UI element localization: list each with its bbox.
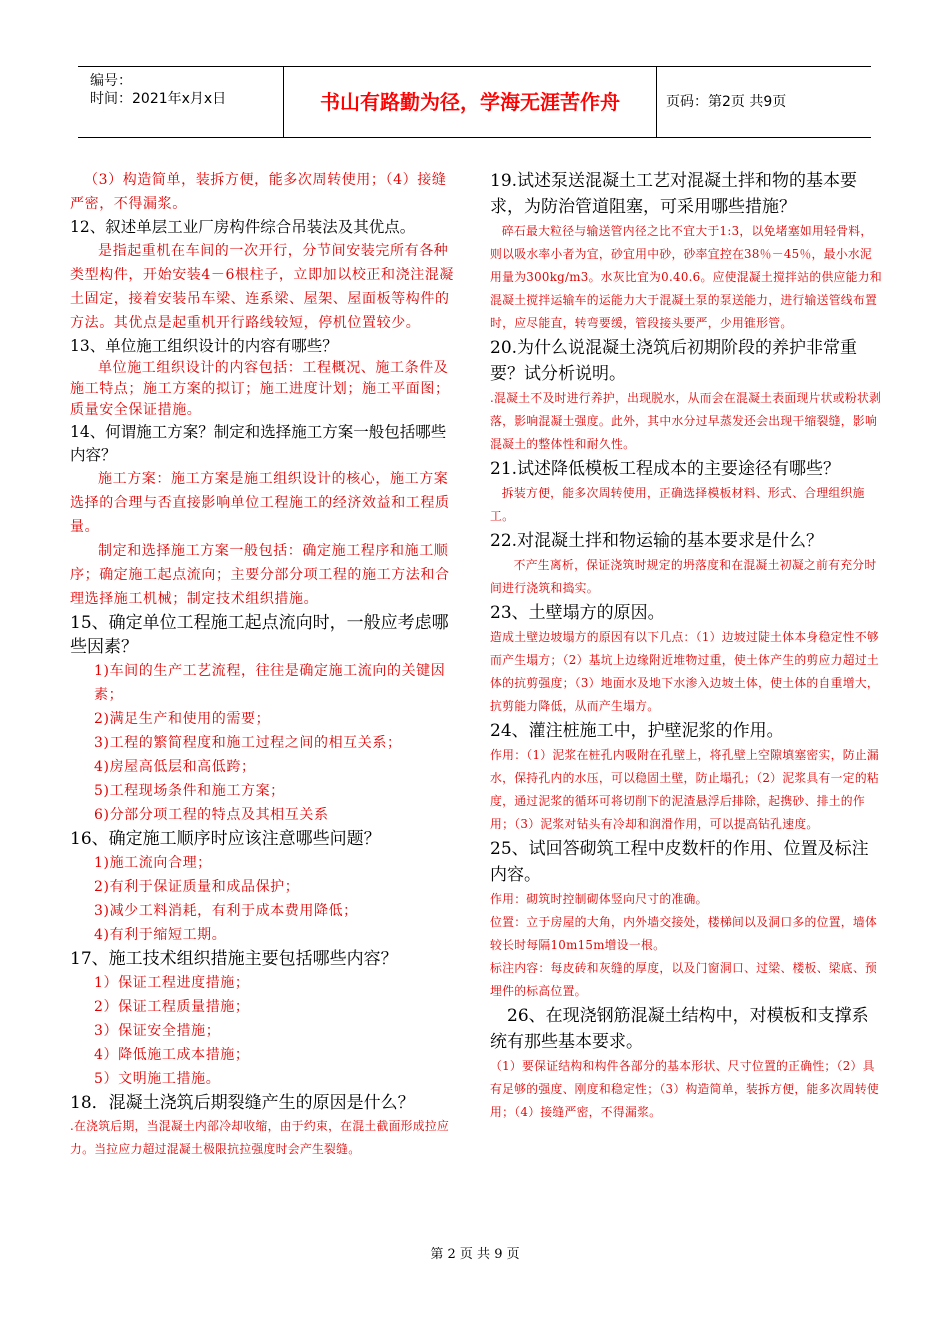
right-column: [490, 168, 882, 1124]
answer-17-item: 1）保证工程进度措施；: [94, 975, 250, 991]
answer-21: 拆装方便，能多次周转使用，正确选择模板材料、形式、合理组织施工。: [490, 486, 865, 523]
answer-17-item: 5）文明施工措施。: [94, 1071, 221, 1087]
answer-13: 单位施工组织设计的内容包括：工程概况、施工条件及施工特点；施工方案的拟订；施工进度计划；施工平面图；质量安全保证措施。: [70, 360, 450, 418]
page-footer: 第 2 页 共 9 页: [430, 1247, 520, 1262]
answer-23: 造成土壁边坡塌方的原因有以下几点：（1）边坡过陡土体本身稳定性不够而产生塌方；（2）基坑上边缘附近堆物过重，使土体产生的剪应力超过土体的抗剪强度；（3）地面水及地下水渗入边坡土体，使土体的自重增大，抗剪能力降低，从而产生塌方。: [490, 630, 880, 713]
question-24: 24、灌注桩施工中，护壁泥浆的作用。: [490, 721, 784, 741]
left-column: [70, 168, 458, 1161]
question-18: 18．混凝土浇筑后期裂缝产生的原因是什么？: [70, 1093, 415, 1113]
question-20: 20.为什么说混凝土浇筑后初期阶段的养护非常重要？试分析说明。: [490, 338, 858, 384]
question-14: 14、何谓施工方案？制定和选择施工方案一般包括哪些内容？: [70, 423, 447, 464]
document-date-label: 时间：2021年x月x日: [90, 91, 227, 107]
answer-24: 作用：（1）泥浆在桩孔内吸附在孔壁上，将孔壁上空隙填塞密实，防止漏水，保持孔内的水压，可以稳固土壁，防止塌孔；（2）泥浆具有一定的粘度，通过泥浆的循环可将切削下的泥渣悬浮后排除，起携砂、排土的作用；（3）泥浆对钻头有冷却和润滑作用，可以提高钻孔速度。: [490, 748, 880, 831]
answer-15-item: 5)工程现场条件和施工方案；: [94, 783, 285, 799]
answer-25-position: 位置：立于房屋的大角，内外墙交接处，楼梯间以及洞口多的位置，墙体较长时每隔10m15m增设一根。: [490, 915, 878, 952]
answer-14-contents: 制定和选择施工方案一般包括：确定施工程序和施工顺序；确定施工起点流向；主要分部分项工程的施工方法和合理选择施工机械；制定技术组织措施。: [70, 543, 450, 607]
answer-16-item: 2)有利于保证质量和成品保护；: [94, 879, 300, 895]
answer-26: （1）要保证结构和构件各部分的基本形状、尺寸位置的正确性；（2）具有足够的强度、刚度和稳定性；（3）构造简单，装拆方便，能多次周转使用；（4）接缝严密，不得漏浆。: [490, 1059, 880, 1119]
question-17: 17、施工技术组织措施主要包括哪些内容？: [70, 949, 398, 969]
question-21: 21.试述降低模板工程成本的主要途径有哪些？: [490, 459, 841, 479]
answer-16-item: 4)有利于缩短工期。: [94, 927, 227, 943]
answer-18: .在浇筑后期，当混凝土内部冷却收缩，由于约束，在混土截面形成拉应力。当拉应力超过混凝土极限抗拉强度时会产生裂缝。: [70, 1119, 450, 1156]
header-page-code: 页码：第2页 共9页: [666, 94, 787, 110]
answer-16-item: 1)施工流向合理；: [94, 855, 212, 871]
document-number-label: 编号：: [90, 73, 132, 89]
question-13: 13、单位施工组织设计的内容有哪些？: [70, 337, 338, 355]
header-motto: 书山有路勤为径，学海无涯苦作舟: [320, 90, 620, 114]
answer-16-item: 3)减少工料消耗，有利于成本费用降低；: [94, 903, 358, 919]
question-26: 26、在现浇钢筋混凝土结构中，对模板和支撑系统有那些基本要求。: [490, 1006, 869, 1052]
answer-15-item: 3)工程的繁简程度和施工过程之间的相互关系；: [94, 735, 402, 751]
question-16: 16、确定施工顺序时应该注意哪些问题？: [70, 829, 381, 849]
question-19: 19.试述泵送混凝土工艺对混凝土拌和物的基本要求，为防治管道阻塞，可采用哪些措施？: [490, 171, 858, 217]
answer-20: .混凝土不及时进行养护，出现脱水，从而会在混凝土表面现片状或粉状剥落，影响混凝土强度。此外，其中水分过早蒸发还会出现干缩裂缝，影响混凝土的整体性和耐久性。: [490, 391, 882, 451]
answer-15-item: 2)满足生产和使用的需要；: [94, 711, 271, 727]
answer-17-item: 2）保证工程质量措施；: [94, 999, 250, 1015]
answer-12: 是指起重机在车间的一次开行，分节间安装完所有各种类型构件，开始安装4－6根柱子，立即加以校正和浇注混凝土固定，接着安装吊车梁、连系梁、屋架、屋面板等构件的方法。其优点是起重机开行路线较短，停机位置较少。: [70, 243, 455, 331]
answer-22: 不产生离析，保证浇筑时规定的坍落度和在混凝土初凝之前有充分时间进行浇筑和捣实。: [490, 558, 877, 595]
question-15: 15、确定单位工程施工起点流向时，一般应考虑哪些因素？: [70, 613, 449, 657]
answer-19: 碎石最大粒径与输送管内径之比不宜大于1:3，以免堵塞如用轻骨料，则以吸水率小者为宜，砂宜用中砂，砂率宜控在38％－45％，最小水泥用量为300kg/m3。水灰比宜为0.40.6。应使混凝土搅拌站的供应能力和混凝土搅拌运输车的运能力大于混凝土泵的泵送能力，进行输送管线布置时，应尽能直，转弯要缓，管段接头要严，少用锥形管。: [490, 224, 882, 330]
answer-continued: （3）构造简单，装拆方便，能多次周转使用；（4）接缝严密，不得漏浆。: [70, 172, 447, 212]
answer-25-function: 作用：砌筑时控制砌体竖向尺寸的准确。: [490, 892, 708, 906]
question-12: 12、叙述单层工业厂房构件综合吊装法及其优点。: [70, 218, 416, 236]
answer-15-item: 1)车间的生产工艺流程，往往是确定施工流向的关键因素；: [94, 663, 446, 703]
page-header: [78, 66, 871, 138]
answer-17-item: 4）降低施工成本措施；: [94, 1047, 250, 1063]
question-25: 25、试回答砌筑工程中皮数杆的作用、位置及标注内容。: [490, 839, 869, 885]
answer-15-item: 6)分部分项工程的特点及其相互关系: [94, 807, 329, 823]
header-motto-cell: [283, 67, 657, 137]
answer-17-item: 3）保证安全措施；: [94, 1023, 221, 1039]
answer-14-definition: 施工方案：施工方案是施工组织设计的核心，施工方案选择的合理与否直接影响单位工程施工的经济效益和工程质量。: [70, 471, 450, 535]
answer-25-markings: 标注内容：每皮砖和灰缝的厚度，以及门窗洞口、过梁、楼板、梁底、预埋件的标高位置。: [490, 961, 878, 998]
header-info-cell: [78, 67, 282, 137]
answer-15-item: 4)房屋高低层和高低跨；: [94, 759, 256, 775]
header-page-cell: [656, 67, 871, 137]
question-22: 22.对混凝土拌和物运输的基本要求是什么？: [490, 531, 824, 551]
question-23: 23、土壁塌方的原因。: [490, 603, 665, 623]
